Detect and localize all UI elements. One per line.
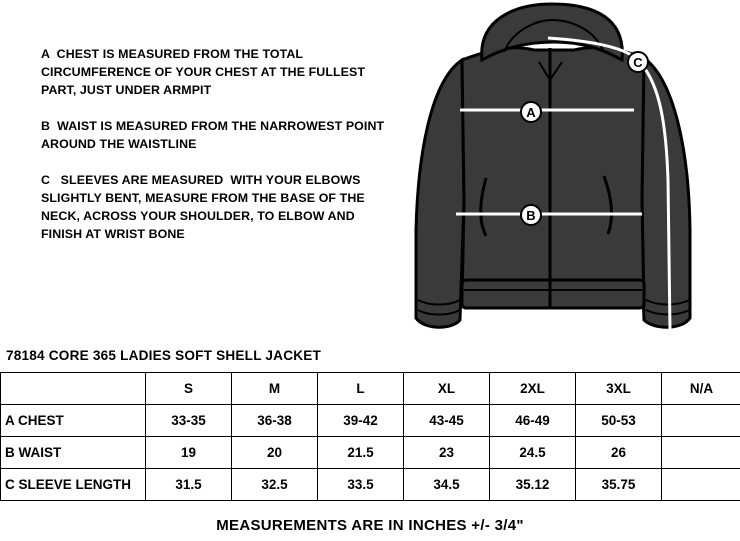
size-header: 2XL [490, 373, 576, 405]
table-row [1, 405, 740, 437]
measurement-instructions [41, 45, 421, 261]
table-cell: 26 [576, 437, 662, 469]
table-header-row [1, 373, 740, 405]
table-cell: 35.12 [490, 469, 576, 501]
table-cell: 36-38 [232, 405, 318, 437]
size-header: S [146, 373, 232, 405]
size-header: 3XL [576, 373, 662, 405]
table-cell: 32.5 [232, 469, 318, 501]
row-label: B WAIST [1, 437, 146, 469]
table-cell: 23 [404, 437, 490, 469]
table-cell: 35.75 [576, 469, 662, 501]
table-row [1, 437, 740, 469]
table-cell: 33-35 [146, 405, 232, 437]
row-label: C SLEEVE LENGTH [1, 469, 146, 501]
table-row [1, 469, 740, 501]
chest-instruction: A CHEST IS MEASURED FROM THE TOTAL CIRCUMFERENCE OF YOUR CHEST AT THE FULLEST PART, JUST UNDER ARMPIT [41, 47, 366, 97]
marker-a: A [526, 105, 536, 120]
size-chart-table [0, 372, 740, 501]
table-cell: 46-49 [490, 405, 576, 437]
jacket-diagram [404, 0, 704, 340]
measurement-note: MEASUREMENTS ARE IN INCHES +/- 3/4" [216, 517, 524, 534]
table-cell [662, 469, 740, 501]
table-cell [662, 405, 740, 437]
table-cell: 50-53 [576, 405, 662, 437]
left-sleeve [416, 60, 464, 327]
product-title: 78184 CORE 365 LADIES SOFT SHELL JACKET [6, 348, 322, 363]
row-label: A CHEST [1, 405, 146, 437]
marker-b: B [526, 208, 536, 223]
table-cell: 31.5 [146, 469, 232, 501]
corner-cell [1, 373, 146, 405]
table-cell: 43-45 [404, 405, 490, 437]
table-cell [662, 437, 740, 469]
table-cell: 20 [232, 437, 318, 469]
size-header: M [232, 373, 318, 405]
right-sleeve [640, 58, 690, 327]
size-header: N/A [662, 373, 740, 405]
size-header: L [318, 373, 404, 405]
sleeve-instruction: C SLEEVES ARE MEASURED WITH YOUR ELBOWS SLIGHTLY BENT, MEASURE FROM THE BASE OF THE NECK, ACROSS YOUR SHOULDER, TO ELBOW AND FINISH AT WRIST BONE [41, 173, 365, 241]
table-cell: 34.5 [404, 469, 490, 501]
waist-instruction: B WAIST IS MEASURED FROM THE NARROWEST POINT AROUND THE WAISTLINE [41, 119, 385, 151]
size-header: XL [404, 373, 490, 405]
table-cell: 21.5 [318, 437, 404, 469]
jacket-body [462, 48, 644, 305]
table-cell: 19 [146, 437, 232, 469]
table-cell: 39-42 [318, 405, 404, 437]
marker-c: C [633, 55, 643, 70]
table-cell: 24.5 [490, 437, 576, 469]
table-cell: 33.5 [318, 469, 404, 501]
